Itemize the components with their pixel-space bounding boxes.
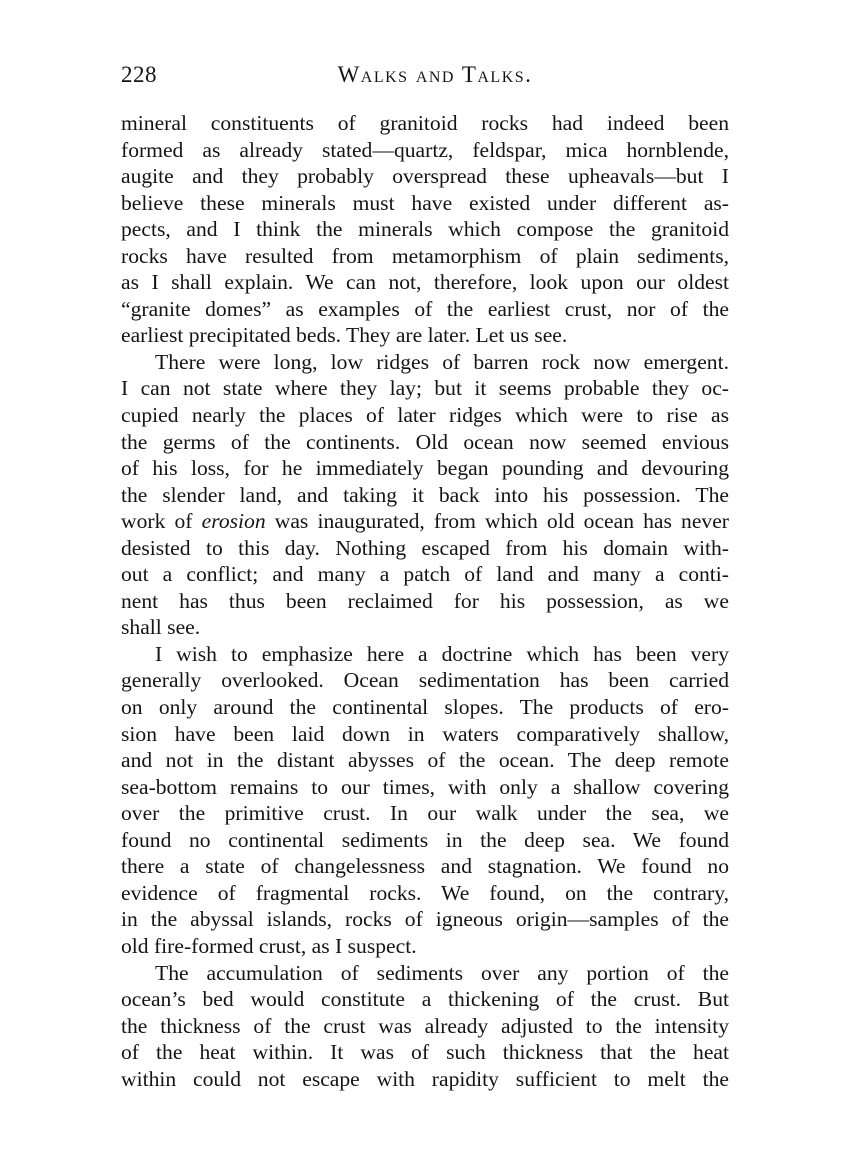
text-line: I wish to emphasize here a doctrine which has been very xyxy=(155,641,729,666)
text-line: shall see. xyxy=(121,615,201,640)
text-line: formed as already stated—quartz, feldspar, mica hornblende, xyxy=(121,137,729,162)
running-title: Walks and Talks. xyxy=(337,62,533,87)
text-line: over the primitive crust. In our walk under the sea, we xyxy=(121,801,729,826)
text-line: sion have been laid down in waters comparatively shallow, xyxy=(121,721,729,746)
text-line: old fire-formed crust, as I suspect. xyxy=(121,933,417,958)
text-line: I can not state where they lay; but it seems probable they oc- xyxy=(121,376,729,401)
text-line: of the heat within. It was of such thickness that the heat xyxy=(121,1040,729,1065)
text-line: on only around the continental slopes. The products of ero- xyxy=(121,695,729,720)
text-line: there a state of changelessness and stagnation. We found no xyxy=(121,854,729,879)
text-line: believe these minerals must have existed under different as- xyxy=(121,190,729,215)
text-line: evidence of fragmental rocks. We found, on the contrary, xyxy=(121,880,729,905)
text-line: augite and they probably overspread these upheavals—but I xyxy=(121,164,729,189)
text-line: desisted to this day. Nothing escaped from his domain with- xyxy=(121,535,729,560)
page-header xyxy=(121,62,729,92)
text-line: “granite domes” as examples of the earliest crust, nor of the xyxy=(121,296,729,321)
text-line: rocks have resulted from metamorphism of plain sediments, xyxy=(121,243,729,268)
text-line: the slender land, and taking it back into his possession. The xyxy=(121,482,729,507)
text-line: cupied nearly the places of later ridges which were to rise as xyxy=(121,403,729,428)
emphasized-word: erosion xyxy=(201,509,266,534)
text-line: the thickness of the crust was already adjusted to the intensity xyxy=(121,1013,729,1038)
text-line: There were long, low ridges of barren rock now emergent. xyxy=(155,349,729,374)
text-line: generally overlooked. Ocean sedimentation has been carried xyxy=(121,668,729,693)
text-line: the germs of the continents. Old ocean now seemed envious xyxy=(121,429,729,454)
text-line: The accumulation of sediments over any portion of the xyxy=(155,960,729,985)
text-line: found no continental sediments in the deep sea. We found xyxy=(121,827,729,852)
text-line: earliest precipitated beds. They are later. Let us see. xyxy=(121,323,568,348)
text-line: of his loss, for he immediately began pounding and devouring xyxy=(121,456,729,481)
body-text xyxy=(121,110,729,1092)
text-line: and not in the distant abysses of the ocean. The deep remote xyxy=(121,748,729,773)
text-line: out a conflict; and many a patch of land and many a conti- xyxy=(121,562,729,587)
text-line: within could not escape with rapidity sufficient to melt the xyxy=(121,1066,729,1091)
page-number: 228 xyxy=(121,62,157,87)
text-line: sea-bottom remains to our times, with only a shallow covering xyxy=(121,774,729,799)
text-line: nent has thus been reclaimed for his possession, as we xyxy=(121,588,729,613)
text-line: as I shall explain. We can not, therefore, look upon our oldest xyxy=(121,270,729,295)
text-line: in the abyssal islands, rocks of igneous origin—samples of the xyxy=(121,907,729,932)
text-line: ocean’s bed would constitute a thickening of the crust. But xyxy=(121,987,729,1012)
text-line: mineral constituents of granitoid rocks had indeed been xyxy=(121,111,729,135)
text-line: work of erosion was inaugurated, from which old ocean has never xyxy=(121,509,729,534)
text-line: pects, and I think the minerals which compose the granitoid xyxy=(121,217,729,242)
